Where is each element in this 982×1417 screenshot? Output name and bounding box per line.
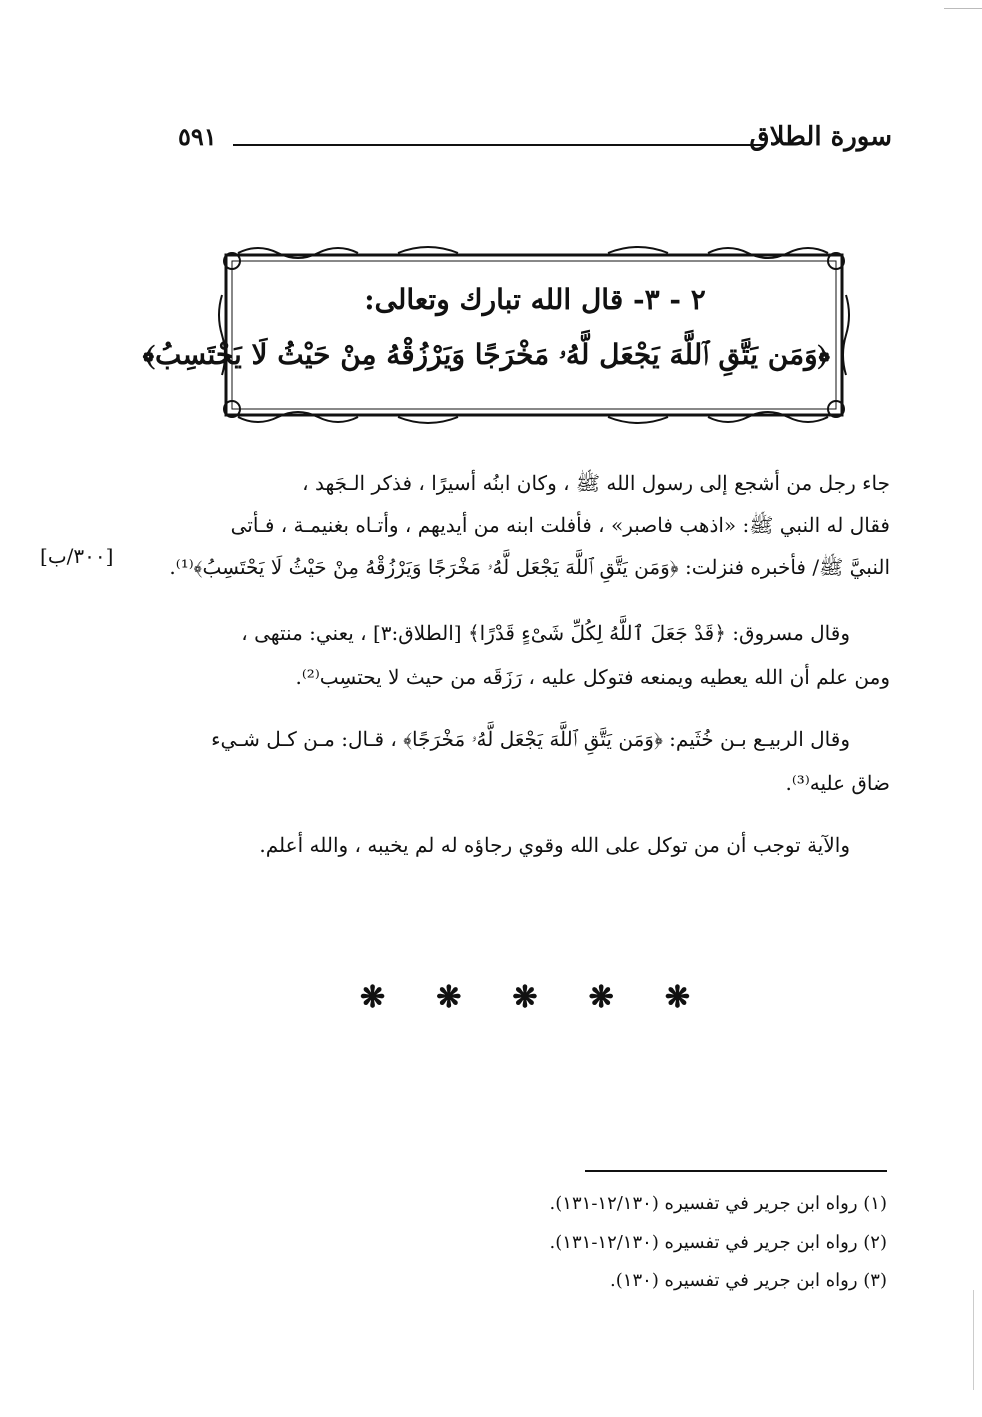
asterism-icon: ❋ <box>436 980 462 1015</box>
asterism-icon: ❋ <box>360 980 386 1015</box>
frame-border <box>142 245 850 425</box>
text-line: والآية توجب أن من توكل على الله وقوي رجاؤه له لم يخيبه ، والله أعلم. <box>259 833 850 857</box>
page-header <box>178 122 892 162</box>
quran-verse: ﴿وَمَن يَتَّقِ ٱللَّهَ يَجْعَل لَّهُۥ مَخْرَجًا وَيَرْزُقْهُ مِنْ حَيْثُ لَا يَحْتَسِبُ﴾ <box>142 338 830 371</box>
scan-edge-line <box>973 1290 974 1390</box>
text-line: وقال مسروق: ﴿قَدْ جَعَلَ ٱللَّهُ لِكُلِّ شَىْءٍ قَدْرًا﴾ [الطلاق:٣] ، يعني: منتهى ، <box>241 621 850 645</box>
text-line: جاء رجل من أشجع إلى رسول الله ﷺ ، وكان ابنُه أسيرًا ، فذكر الـجَهد ، <box>302 471 890 495</box>
text-line: فقال له النبي ﷺ: «اذهب فاصبر» ، فأفلت ابنه من أيديهم ، وأتـاه بغنيمـة ، فـأتى <box>230 513 890 537</box>
asterism-icon: ❋ <box>588 980 614 1015</box>
ornamental-frame <box>142 245 850 425</box>
text-line: النبيَّ ﷺ/ فأخبره فنزلت: ﴿وَمَن يَتَّقِ ٱللَّهَ يَجْعَل لَّهُۥ مَخْرَجًا وَيَرْزُقْهُ مِنْ حَيْثُ لَا يَحْتَسِبُ﴾⁽¹⁾. <box>169 555 890 579</box>
section-heading: ٢ - ٣- قال الله تبارك وتعالى: <box>364 283 706 316</box>
surah-title: سورة الطلاق <box>749 122 892 152</box>
header-rule <box>233 144 764 146</box>
scan-edge-line <box>944 8 982 9</box>
text-line: ومن علم أن الله يعطيه ويمنعه فتوكل عليه ، رَزَقَه من حيث لا يحتسِب⁽²⁾. <box>295 665 890 689</box>
text-line: ضاق عليه⁽³⁾. <box>785 771 890 795</box>
footnote-1: (١) رواه ابن جرير في تفسيره (١٢/١٣٠-١٣١). <box>549 1193 887 1214</box>
footnote-3: (٣) رواه ابن جرير في تفسيره (١٣٠). <box>610 1270 887 1291</box>
page-number: ٥٩١ <box>178 122 217 151</box>
margin-folio-note: [٣٠٠/ب] <box>40 544 114 568</box>
text-line: وقال الربيـع بـن خُثَيم: ﴿وَمَن يَتَّقِ ٱللَّهَ يَجْعَل لَّهُۥ مَخْرَجًا﴾ ، قـال: مـن كـل شـيء <box>211 727 850 751</box>
footnote-2: (٢) رواه ابن جرير في تفسيره (١٢/١٣٠-١٣١). <box>549 1232 887 1253</box>
footnote-rule <box>585 1170 887 1172</box>
section-separator <box>360 980 690 1015</box>
asterism-icon: ❋ <box>512 980 538 1015</box>
asterism-icon: ❋ <box>664 980 690 1015</box>
